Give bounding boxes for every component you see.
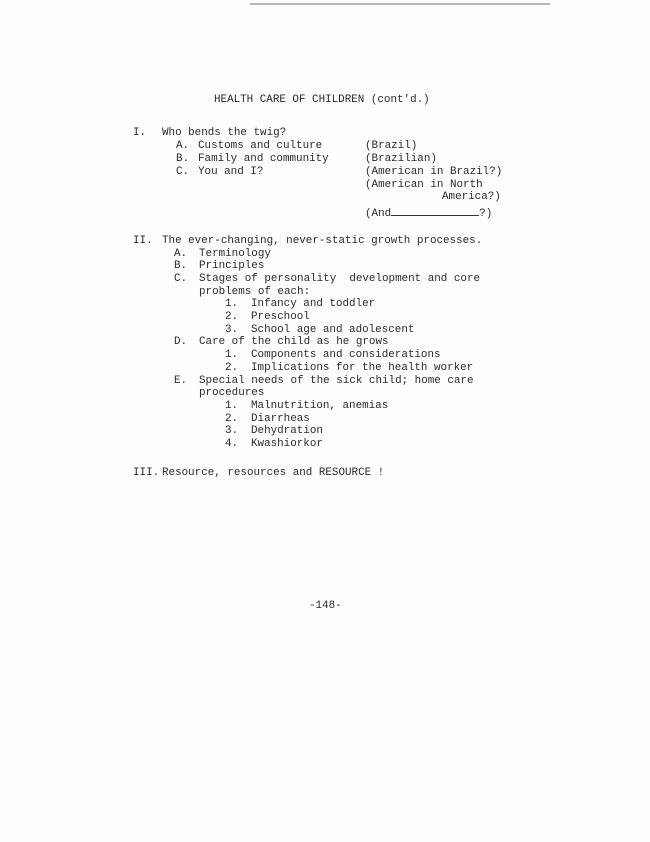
blank-suffix: ?) <box>479 208 493 220</box>
sub-item-text: Kwashiorkor <box>251 438 323 450</box>
section-3-heading: Resource, resources and RESOURCE ! <box>162 467 385 479</box>
sub-item-text: Diarrheas <box>251 413 310 425</box>
sub-item-label: 1. <box>225 400 239 412</box>
list-item-text: Stages of personality development and core <box>199 273 481 285</box>
side-note: (American in North <box>365 179 483 191</box>
list-item-continuation: problems of each: <box>199 286 311 298</box>
list-item-label: C. <box>176 166 190 178</box>
list-item-text: You and I? <box>198 166 264 178</box>
section-2-heading: The ever-changing, never-static growth processes. <box>162 235 483 247</box>
list-item-label: B. <box>174 260 188 272</box>
blank-line <box>391 205 479 216</box>
sub-item-label: 4. <box>225 438 239 450</box>
list-item-label: A. <box>174 248 188 260</box>
sub-item-text: Implications for the health worker <box>251 362 474 374</box>
list-item-text: Terminology <box>199 248 271 260</box>
sub-item-text: Components and considerations <box>251 349 441 361</box>
list-item-label: A. <box>176 140 190 152</box>
list-item-text: Care of the child as he grows <box>199 336 389 348</box>
list-item-label: C. <box>174 273 188 285</box>
page-number: -148- <box>309 600 342 612</box>
list-item-label: E. <box>174 375 188 387</box>
sub-item-text: Malnutrition, anemias <box>251 400 389 412</box>
sub-item-label: 2. <box>225 362 239 374</box>
sub-item-label: 1. <box>225 349 239 361</box>
section-1-heading: Who bends the twig? <box>162 127 287 139</box>
sub-item-text: Dehydration <box>251 425 323 437</box>
scan-edge-line <box>250 3 550 5</box>
section-1-number: I. <box>133 127 147 139</box>
sub-item-text: Preschool <box>251 311 310 323</box>
sub-item-label: 2. <box>225 311 239 323</box>
side-note: (American in Brazil?) <box>365 166 503 178</box>
list-item-label: B. <box>176 153 190 165</box>
side-note: (Brazilian) <box>365 153 437 165</box>
list-item-label: D. <box>174 336 188 348</box>
list-item-text: Principles <box>199 260 265 272</box>
page-title: HEALTH CARE OF CHILDREN (cont'd.) <box>214 94 430 106</box>
list-item-continuation: procedures <box>199 387 265 399</box>
sub-item-label: 3. <box>225 324 239 336</box>
blank-prefix: (And <box>365 208 392 220</box>
side-note: America?) <box>442 191 501 203</box>
sub-item-label: 2. <box>225 413 239 425</box>
side-note-blank-line <box>365 205 492 220</box>
sub-item-text: Infancy and toddler <box>251 298 376 310</box>
section-3-number: III. <box>133 467 160 479</box>
list-item-text: Special needs of the sick child; home care <box>199 375 474 387</box>
list-item-text: Family and community <box>198 153 329 165</box>
sub-item-label: 1. <box>225 298 239 310</box>
section-2-number: II. <box>133 235 153 247</box>
side-note: (Brazil) <box>365 140 418 152</box>
sub-item-text: School age and adolescent <box>251 324 415 336</box>
sub-item-label: 3. <box>225 425 239 437</box>
list-item-text: Customs and culture <box>198 140 323 152</box>
